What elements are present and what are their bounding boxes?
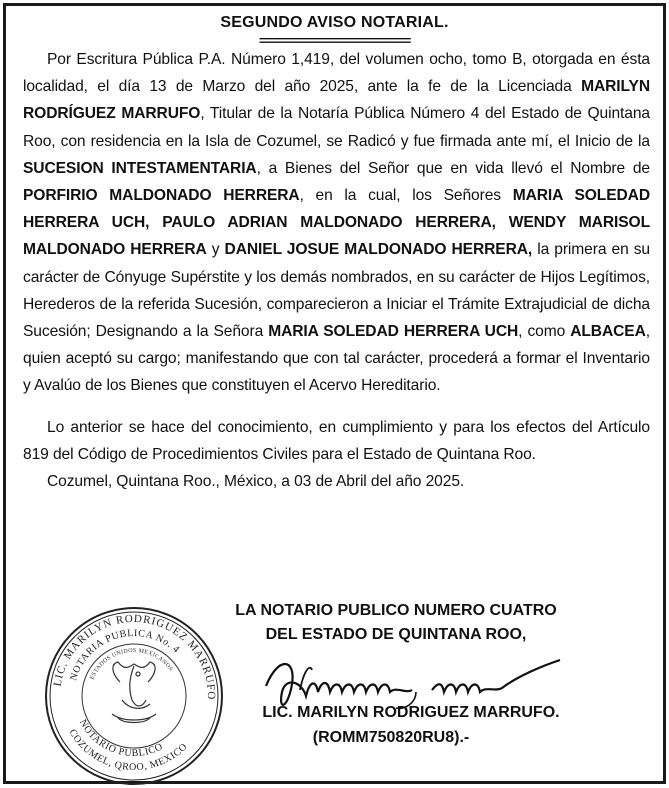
text-segment: la primera en su carácter de Cónyuge Supérstite y los demás nombrados, en su carácter de Hijos Legítimos, Herederos de la referida Sucesión, comparecieron a Iniciar el Trámite Extrajudicial de dicha Sucesión; Designando a la Señora (23, 241, 650, 341)
deceased-name: PORFIRIO MALDONADO HERRERA (23, 187, 300, 205)
executor-name: MARIA SOLEDAD HERRERA UCH (268, 323, 519, 341)
paragraph-legal: Lo anterior se hace del conocimiento, en cumplimiento y para los efectos del Artículo 819 del Código de Procedimientos Civiles para el Estado de Quintana Roo. (23, 418, 650, 463)
notary-seal (42, 604, 226, 788)
executor-role: ALBACEA (570, 323, 646, 341)
text-segment: , quien aceptó su cargo; manifestando que con tal carácter, procederá a formar el Inventario y Avalúo de los Bienes que constituyen el Acervo Hereditario. (23, 323, 650, 395)
coat-of-arms-icon (112, 662, 156, 723)
title-underline: ======================== (258, 33, 410, 48)
svg-text:NOTARIA PUBLICA No. 4 (68, 628, 182, 682)
seal-bottom-text: NOTARIO PUBLICO (76, 717, 165, 760)
notary-name: MARILYN RODRÍGUEZ MARRUFO (23, 78, 650, 123)
text-segment: Por Escritura Pública P.A. Número 1,419, del volumen ocho, tomo B, otorgada en ésta localidad, el día 13 de Marzo del año 2025, ante la fe de la Licenciada (23, 51, 650, 96)
text-segment: , como (518, 323, 571, 341)
seal-outer-text: LIC. MARILYN RODRIGUEZ MARRUFO (51, 612, 218, 701)
seal-city-text: COZUMEL, QROO, MEXICO (66, 727, 190, 774)
notice-frame (3, 3, 666, 784)
signer-name: LIC. MARILYN RODRIGUEZ MARRUFO. (262, 704, 560, 721)
place-date: Cozumel, Quintana Roo., México, a 03 de Abril del año 2025. (47, 473, 465, 491)
notice-body (23, 46, 650, 495)
text-segment: , en la cual, los Señores (299, 187, 513, 205)
closing-title: LA NOTARIO PUBLICO NUMERO CUATRO (235, 602, 557, 619)
text-segment: y (206, 241, 225, 259)
paragraph-main (23, 46, 650, 400)
seal-inner-text: NOTARIA PUBLICA No. 4 (68, 627, 182, 683)
svg-text:LIC. MARILYN RODRIGUEZ MARRUFO (52, 613, 217, 700)
heir-name: DANIEL JOSUE MALDONADO HERRERA, (224, 241, 533, 259)
seal-small-text: ESTADOS UNIDOS MEXICANOS (89, 647, 174, 681)
text-segment: , Titular de la Notaría Pública Número 4 del Estado de Quintana Roo, con residencia en la Isla de Cozumel, se Radicó y fue firmada ante mí, el Inicio de la (23, 105, 650, 150)
closing-subtitle: DEL ESTADO DE QUINTANA ROO, (265, 626, 527, 643)
succession-type: SUCESION INTESTAMENTARIA (23, 159, 257, 177)
signer-rfc: (ROMM750820RU8).- (312, 729, 470, 746)
text-segment: , a Bienes del Señor que en vida llevó el Nombre de (256, 159, 650, 177)
heirs-names: MARIA SOLEDAD HERRERA UCH, PAULO ADRIAN MALDONADO HERRERA, WENDY MARISOL MALDONADO HERRERA (23, 187, 650, 259)
notice-title: SEGUNDO AVISO NOTARIAL. (220, 14, 449, 31)
